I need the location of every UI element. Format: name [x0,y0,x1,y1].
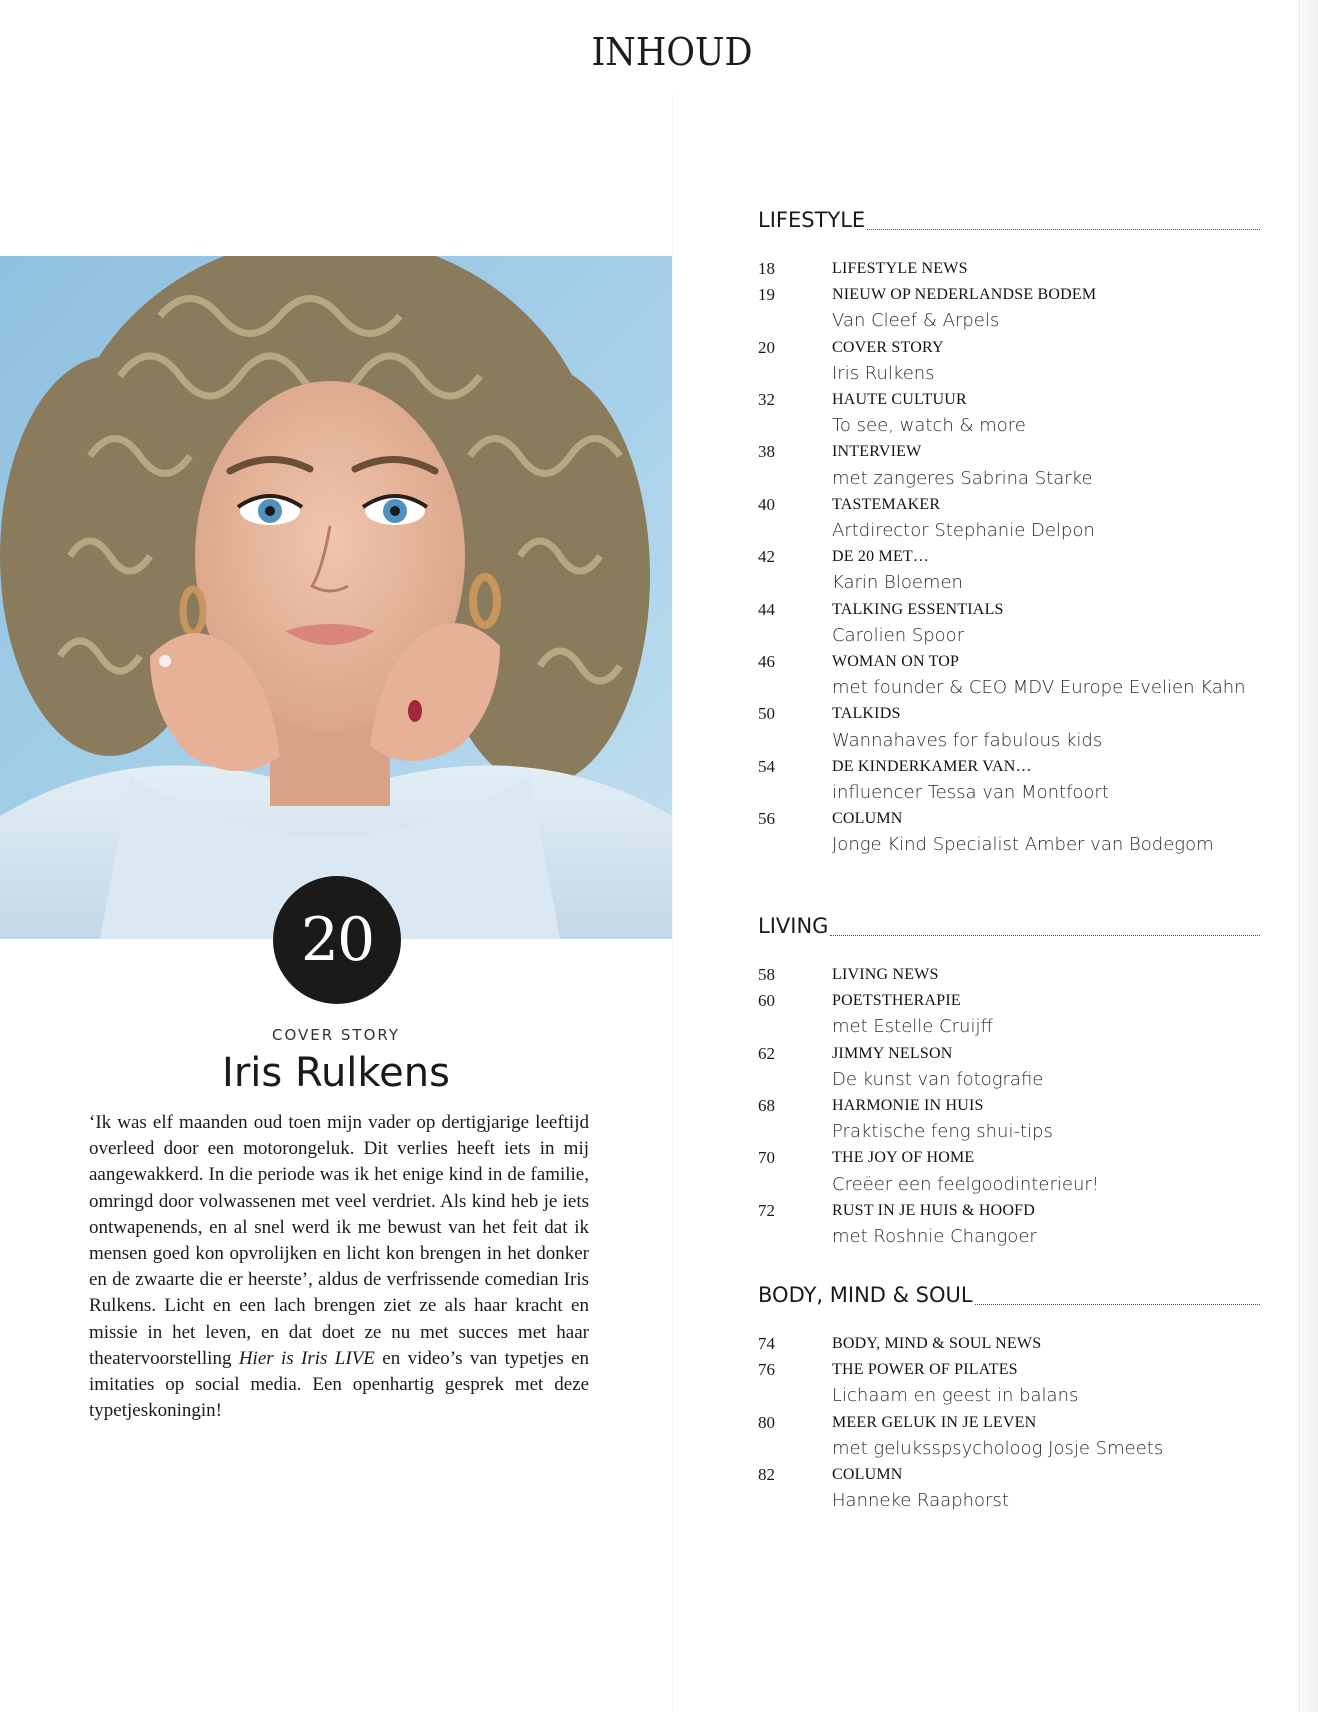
toc-entry[interactable] [758,806,1260,858]
entry-page: 56 [758,809,775,829]
section-heading [758,1280,1260,1306]
entry-subtitle: met Estelle Cruijff [832,1016,993,1038]
toc-entry[interactable] [758,256,1260,282]
entry-page: 72 [758,1200,775,1220]
toc-entry[interactable] [758,387,1260,439]
entry-title: THE JOY OF HOME [832,1149,975,1167]
entry-title: MEER GELUK IN JE LEVEN [832,1413,1037,1431]
entry-page: 40 [758,494,775,514]
entry-title: POETSTHERAPIE [832,992,961,1010]
entry-subtitle: influencer Tessa van Montfoort [832,782,1109,804]
entry-page: 20 [758,337,775,357]
toc-entry[interactable] [758,649,1260,701]
toc-entry[interactable] [758,962,1260,988]
entry-subtitle: Iris Rulkens [832,362,935,384]
toc-entry[interactable] [758,597,1260,649]
section-title: LIFESTYLE [758,208,866,232]
entry-subtitle: Artdirector Stephanie Delpon [832,520,1095,542]
entry-title: JIMMY NELSON [832,1044,953,1062]
section-rule [975,1304,1260,1305]
section-rule [867,229,1260,230]
entry-subtitle: met geluksspsycholoog Josje Smeets [832,1437,1164,1459]
entry-title: WOMAN ON TOP [832,653,960,671]
entry-subtitle: Hanneke Raaphorst [832,1490,1009,1512]
entry-subtitle: Jonge Kind Specialist Amber van Bodegom [832,834,1214,856]
toc-entry[interactable] [758,988,1260,1040]
entry-page: 82 [758,1465,775,1485]
toc-entry[interactable] [758,439,1260,491]
intro-show-title: Hier is Iris LIVE [238,1347,375,1369]
entry-title: TALKIDS [832,705,901,723]
entry-title: THE POWER OF PILATES [832,1361,1018,1379]
entry-title: BODY, MIND & SOUL NEWS [832,1335,1042,1352]
toc-entry[interactable] [758,1041,1260,1093]
intro-text-2: en video’s van typetjes en imitaties op social media. Een openhartig gesprek met deze typetjeskoningin! [89,1347,590,1422]
entry-page: 70 [758,1148,775,1168]
entry-page: 74 [758,1334,775,1353]
cover-name: Iris Rulkens [222,1050,450,1096]
toc-entry[interactable] [758,1462,1260,1514]
toc-entry[interactable] [758,1331,1260,1357]
entry-subtitle: Creëer een feelgoodinterieur! [832,1173,1099,1195]
page-number-badge: 20 [273,876,401,1004]
entry-page: 50 [758,704,775,724]
entry-title: NIEUW OP NEDERLANDSE BODEM [832,286,1097,304]
entry-title: TALKING ESSENTIALS [832,600,1004,618]
entry-page: 18 [758,259,775,278]
entry-page: 54 [758,756,775,776]
entry-subtitle: met Roshnie Changoer [832,1226,1037,1248]
toc-entry[interactable] [758,701,1260,753]
entry-page: 38 [758,442,775,462]
cover-kicker: COVER STORY [271,1026,401,1044]
entry-page: 46 [758,652,775,672]
entry-subtitle: Wannahaves for fabulous kids [832,729,1103,751]
toc-entry[interactable] [758,1410,1260,1462]
entry-title: TASTEMAKER [832,495,941,513]
entry-title: HARMONIE IN HUIS [832,1097,984,1115]
section-title: BODY, MIND & SOUL [758,1283,973,1307]
toc-entry[interactable] [758,335,1260,387]
page-spine [672,95,673,1712]
entry-title: HAUTE CULTUUR [832,391,967,409]
entry-title: COVER STORY [832,338,944,356]
section-rule [830,935,1260,936]
entry-subtitle: Karin Bloemen [832,572,963,594]
entry-title: DE KINDERKAMER VAN… [832,757,1032,775]
entry-subtitle: met founder & CEO MDV Europe Evelien Kahn [832,677,1246,699]
toc-section-lifestyle [758,205,1260,859]
toc-entry[interactable] [758,492,1260,544]
entry-title: DE 20 MET… [832,548,930,566]
next-page-edge [1299,0,1318,1712]
toc-entry[interactable] [758,544,1260,596]
entry-title: LIVING NEWS [832,966,939,983]
toc-entry[interactable] [758,754,1260,806]
entry-title: LIFESTYLE NEWS [832,260,968,277]
intro-text-1: ‘Ik was elf maanden oud toen mijn vader op dertigjarige leeftijd overleed door een motorongeluk. Dit verlies heeft iets in mij aangewakkerd. In die periode was ik het enige kind in de familie, omringd door volwassenen met veel verdriet. Als kind heb je iets ontwapenends, en al snel werd ik me bewust van het feit dat ik mensen goed kon opvrolijken en licht kon brengen in het donker en de zwaarte die er heerste’, aldus de verfrissende comedian Iris Rulkens. Licht en een lach brengen ziet ze als haar kracht en missie in het leven, en dat doet ze nu met succes met haar theatervoorstelling [89,1112,589,1369]
entry-subtitle: met zangeres Sabrina Starke [832,467,1093,489]
section-heading [758,205,1260,231]
entry-page: 62 [758,1043,775,1063]
cover-photo [0,256,672,939]
entry-page: 68 [758,1096,775,1116]
entry-title: COLUMN [832,810,903,828]
entry-page: 19 [758,285,775,305]
entry-subtitle: Praktische feng shui-tips [832,1121,1053,1143]
entry-subtitle: Lichaam en geest in balans [832,1385,1079,1407]
toc-entry[interactable] [758,1145,1260,1197]
entry-title: INTERVIEW [832,443,922,461]
entry-subtitle: To see, watch & more [832,415,1026,437]
entry-page: 80 [758,1412,775,1432]
entry-title: RUST IN JE HUIS & HOOFD [832,1201,1035,1219]
entry-page: 60 [758,991,775,1011]
section-title: LIVING [758,914,829,938]
entry-page: 76 [758,1360,775,1380]
page-title: INHOUD [591,30,753,74]
toc-entry[interactable] [758,1093,1260,1145]
entry-page: 44 [758,599,775,619]
toc-entry[interactable] [758,282,1260,334]
toc-section-living [758,911,1260,1250]
cover-intro [89,1110,589,1424]
section-heading [758,911,1260,937]
entry-subtitle: De kunst van fotografie [832,1068,1044,1090]
entry-subtitle: Carolien Spoor [832,624,965,646]
entry-page: 32 [758,390,775,410]
entry-page: 42 [758,547,775,567]
toc-section-body-mind-soul [758,1280,1260,1514]
toc-entry[interactable] [758,1357,1260,1409]
entry-title: COLUMN [832,1466,903,1484]
entry-page: 58 [758,965,775,984]
toc-entry[interactable] [758,1198,1260,1250]
entry-subtitle: Van Cleef & Arpels [832,310,1000,332]
